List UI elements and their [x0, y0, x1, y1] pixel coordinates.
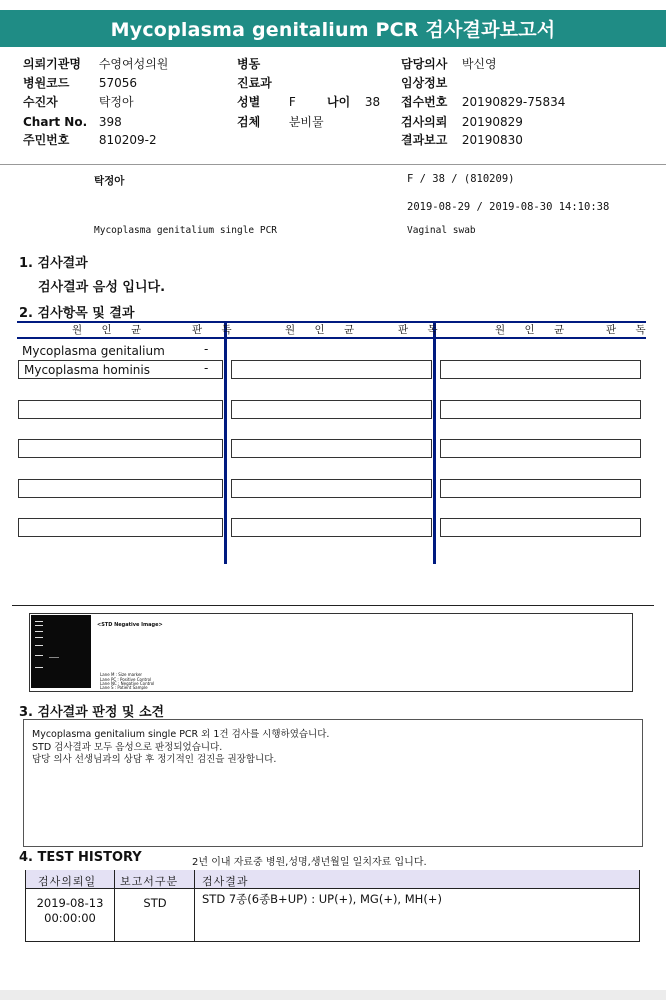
pathogen-name: Mycoplasma hominis — [24, 363, 150, 377]
specimen-row — [237, 113, 324, 131]
ward-label: 병동 — [237, 57, 261, 71]
report-row — [401, 131, 523, 149]
sub-dates: 2019-08-29 / 2019-08-30 14:10:38 — [407, 201, 610, 213]
history-header-row — [26, 870, 639, 889]
chart-row — [23, 113, 122, 131]
dept-label: 진료과 — [237, 76, 272, 90]
report-title: Mycoplasma genitalium PCR 검사결과보고서 — [0, 10, 666, 47]
gel-legend: Lane NC : Negative Control — [100, 681, 155, 686]
age-value: 38 — [364, 95, 381, 109]
result-cell — [231, 360, 432, 379]
institution-label: 의뢰기관명 — [23, 57, 81, 71]
section4-title: 4. TEST HISTORY — [19, 850, 142, 865]
opinion-line: Mycoplasma genitalium single PCR 외 1건 검사를 시행하였습니다. — [32, 729, 330, 740]
doctor-row — [401, 55, 497, 73]
chart-label: Chart No. — [23, 115, 88, 129]
footer-band — [0, 990, 666, 1000]
request-label: 검사의뢰 — [401, 115, 448, 129]
history-column-divider — [114, 870, 115, 942]
result-cell — [440, 479, 641, 498]
chart-value: 398 — [98, 115, 122, 129]
institution-value: 수영여성의원 — [98, 57, 169, 71]
history-note: 2년 이내 자료중 병원,성명,생년월일 일치자료 입니다. — [192, 857, 427, 868]
age-label: 나이 — [327, 95, 351, 109]
receipt-label: 접수번호 — [401, 95, 448, 109]
column-divider — [224, 321, 227, 564]
history-header-type: 보고서구분 — [120, 875, 179, 888]
sex-label: 성별 — [237, 95, 261, 109]
patient-value: 탁정아 — [98, 95, 134, 109]
gel-legend: Lane S : Patient Sample — [100, 685, 148, 690]
section-divider — [12, 605, 654, 606]
sub-test-name: Mycoplasma genitalium single PCR — [94, 225, 278, 236]
gel-band — [35, 625, 43, 626]
sub-sex-age: F / 38 / (810209) — [407, 173, 515, 185]
pathogen-result: - — [204, 361, 209, 375]
history-time: 00:00:00 — [44, 911, 96, 925]
section1-title: 1. 검사결과 — [19, 256, 88, 271]
section2-title: 2. 검사항목 및 결과 — [19, 306, 135, 321]
result-cell — [440, 400, 641, 419]
age-row — [327, 93, 380, 111]
clinical-label: 임상정보 — [401, 76, 448, 90]
col-header-judgement: 판 독 — [192, 324, 240, 336]
gel-band — [35, 631, 43, 632]
history-header-date: 검사의뢰일 — [38, 875, 97, 888]
section3-title: 3. 검사결과 판정 및 소견 — [19, 705, 165, 720]
gel-band — [35, 637, 43, 638]
report-value: 20190830 — [461, 133, 523, 147]
pathogen-name: Mycoplasma genitalium — [22, 344, 165, 358]
history-result: STD 7종(6종B+UP) : UP(+), MG(+), MH(+) — [202, 892, 442, 906]
result-cell — [18, 439, 223, 458]
specimen-value: 분비물 — [288, 115, 324, 129]
result-cell — [231, 400, 432, 419]
patient-info-block — [0, 52, 666, 165]
opinion-line: STD 검사결과 모두 음성으로 판정되었습니다. — [32, 742, 223, 753]
result-cell — [18, 518, 223, 537]
history-date: 2019-08-13 — [36, 896, 104, 910]
result-cell — [440, 518, 641, 537]
doctor-value: 박신영 — [461, 57, 497, 71]
doctor-label: 담당의사 — [401, 57, 448, 71]
opinion-line: 담당 의사 선생님과의 상담 후 정기적인 검진을 권장합니다. — [32, 754, 277, 765]
col-header-pathogen: 원 인 균 — [285, 324, 363, 336]
pathogen-result: - — [204, 342, 209, 356]
result-cell — [231, 518, 432, 537]
history-header-result: 검사결과 — [202, 875, 249, 888]
resident-label: 주민번호 — [23, 133, 70, 147]
dept-row — [237, 74, 276, 92]
gel-legend: Lane M : Size marker — [100, 672, 143, 677]
gel-legend: Lane PC : Positive Control — [100, 677, 152, 682]
gel-band — [35, 621, 43, 622]
clinical-row — [401, 74, 462, 92]
result-cell — [440, 439, 641, 458]
sub-specimen: Vaginal swab — [407, 225, 476, 236]
request-row — [401, 113, 523, 131]
result-cell — [231, 439, 432, 458]
request-value: 20190829 — [461, 115, 523, 129]
col-header-judgement: 판 독 — [398, 324, 446, 336]
hospital-code-value: 57056 — [98, 76, 138, 90]
hospital-code-row — [23, 74, 137, 92]
gel-band — [35, 645, 43, 646]
col-header-judgement: 판 독 — [606, 324, 654, 336]
col-header-pathogen: 원 인 균 — [495, 324, 573, 336]
report-label: 결과보고 — [401, 133, 448, 147]
result-cell — [440, 360, 641, 379]
patient-label: 수진자 — [23, 95, 58, 109]
sub-patient-name: 탁정아 — [94, 175, 125, 187]
sex-value: F — [288, 95, 296, 109]
history-column-divider — [194, 870, 195, 942]
specimen-label: 검체 — [237, 115, 261, 129]
sex-row — [237, 93, 296, 111]
gel-image-title: <STD Negative Image> — [97, 622, 163, 628]
resident-value: 810209-2 — [98, 133, 157, 147]
gel-band — [35, 655, 43, 656]
resident-row — [23, 131, 157, 149]
col-header-pathogen: 원 인 균 — [72, 324, 150, 336]
result-cell — [231, 479, 432, 498]
result-cell — [18, 479, 223, 498]
hospital-code-label: 병원코드 — [23, 76, 70, 90]
receipt-value: 20190829-75834 — [461, 95, 566, 109]
gel-band — [35, 667, 43, 668]
gel-image — [31, 615, 91, 688]
history-type: STD — [143, 896, 167, 910]
ward-row — [237, 55, 264, 73]
column-divider — [433, 321, 436, 564]
gel-band — [49, 657, 59, 658]
receipt-row — [401, 93, 565, 111]
institution-row — [23, 55, 168, 73]
table-header-rule — [17, 337, 646, 339]
result-cell — [18, 400, 223, 419]
patient-row — [23, 93, 134, 111]
section1-result: 검사결과 음성 입니다. — [38, 280, 166, 295]
